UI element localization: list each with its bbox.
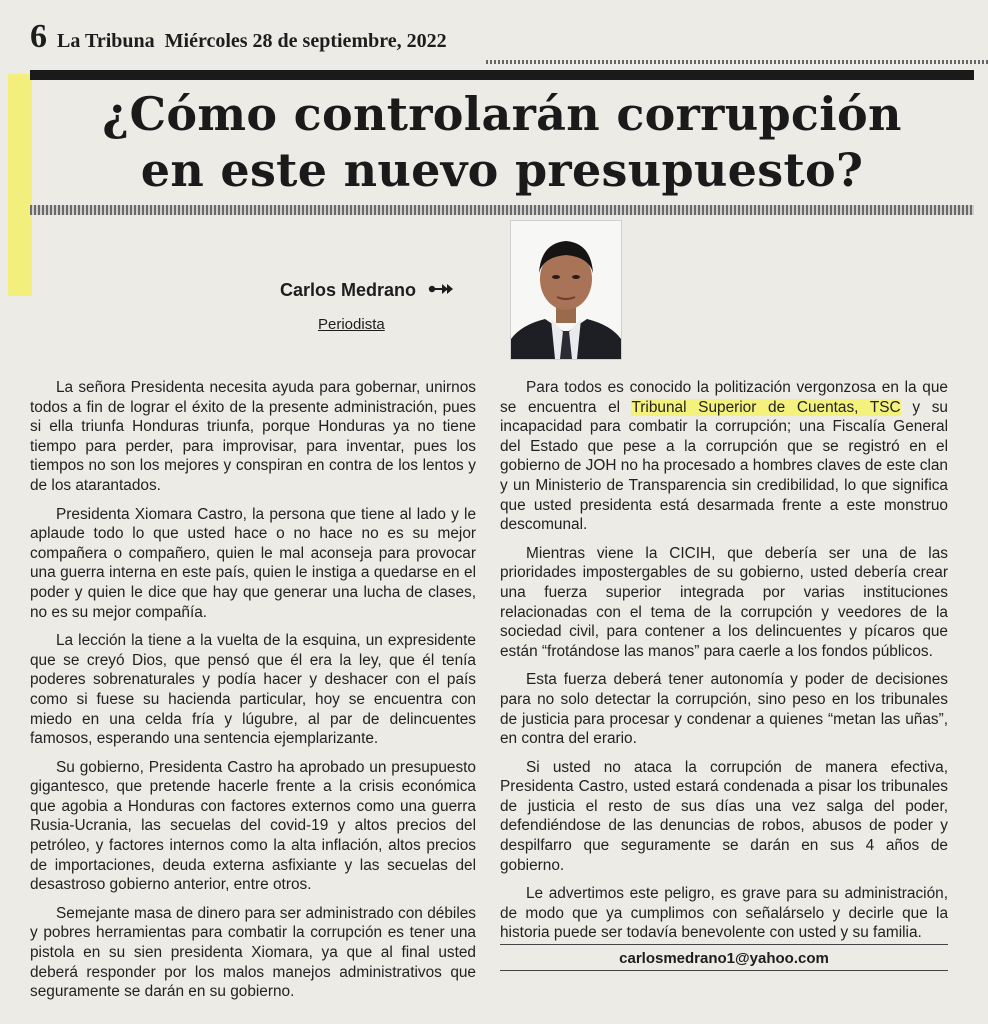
- highlighted-text: Tribunal Superior de Cuentas, TSC: [631, 398, 901, 416]
- column-divider: [488, 378, 489, 968]
- headline-top-rule: [30, 70, 974, 80]
- newspaper-name: La Tribuna: [57, 30, 155, 52]
- headline: [30, 86, 974, 198]
- author-photo: [510, 220, 622, 360]
- paragraph-text: Para todos es conocido la politización vergonzosa en la que se encuentra el: [500, 379, 948, 416]
- paragraph: Presidenta Xiomara Castro, la persona que tiene al lado y le aplaude todo lo que usted hace o no hace no es su mejor compañera o compañero, quien le mal aconseja para provocar una guerra interna en este país, quien le instiga a quedarse en el poder y quien le dice que hay que generar una lucha de clases, no es su mejor compañía.: [30, 505, 476, 621]
- publication-date: Miércoles 28 de septiembre, 2022: [164, 30, 447, 52]
- header-dotted-rule: [486, 60, 988, 64]
- headline-bottom-rule: [30, 205, 974, 215]
- paragraph: [500, 378, 948, 535]
- paragraph: Mientras viene la CICIH, que debería ser una de las prioridades impostergables de su gobierno, usted debería crear una fuerza superior integrada por varias instituciones relacionadas con el tema de la corrupción y veedores de la sociedad civil, para contener a los delincuentes y pícaros que están “frotándose las manos” para caerle a los fondos públicos.: [500, 544, 948, 660]
- article-right-column: [500, 378, 948, 952]
- headline-line-1: ¿Cómo controlarán corrupción: [102, 87, 902, 141]
- paragraph: Si usted no ataca la corrupción de manera efectiva, Presidenta Castro, usted estará condenada a pisar los tribunales de justicia el resto de sus días una vez salga del poder, defendiéndose de las denuncias de robos, abusos de poder y despilfarro que seguramente se darán en sus 4 años de gobierno.: [500, 758, 948, 874]
- page-header: [30, 18, 447, 58]
- paragraph: La señora Presidenta necesita ayuda para gobernar, unirnos todos a fin de lograr el éxito de la presente administración, pues si ella triunfa Honduras triunfa, porque Honduras ya no tiene tiempo para perder, para improvisar, para inventar, pues los tiempos no son los mejores y conspiran en contra de los lentos y de los atarantados.: [30, 379, 476, 494]
- footer-rule-top: [500, 944, 948, 945]
- paragraph: La lección la tiene a la vuelta de la esquina, un expresidente que se creyó Dios, que pensó que él era la ley, que él tenía poderes sobrenaturales y podía hacer y deshacer con el país como si fuese su hacienda particular, hoy se encuentra con miedo en una celda fría y lúgubre, al par de delincuentes famosos, esperando una sentencia ejemplarizante.: [30, 632, 476, 748]
- author-name: Carlos Medrano: [280, 280, 417, 300]
- paragraph: Semejante masa de dinero para ser administrado con débiles y pobres herramientas para combatir la corrupción es tener una pistola en su sien presidenta Xiomara, ya que al final usted deberá responder por los malos manejos administrativos que seguramente se darán en su gobierno.: [30, 904, 476, 1001]
- article-left-column: [30, 378, 476, 1011]
- headline-line-2: en este nuevo presupuesto?: [140, 143, 864, 197]
- paragraph: Esta fuerza deberá tener autonomía y poder de decisiones para no solo detectar la corrupción, sino peso en los tribunales de justicia para procesar y condenar a quienes “metan las uñas”, en contra del erario.: [500, 671, 948, 748]
- author-role: Periodista: [318, 316, 385, 333]
- author-byline: [280, 280, 454, 301]
- double-arrow-icon: [428, 282, 454, 300]
- paragraph: Le advertimos este peligro, es grave para su administración, de modo que ya cumplimos con señalárselo y decirle que la historia puede ser todavía benevolente con usted y su familia.: [500, 885, 948, 942]
- paragraph: Su gobierno, Presidenta Castro ha aprobado un presupuesto gigantesco, que pretende hacerle frente a la crisis económica que agobia a Honduras con factores externos como una guerra Rusia-Ucrania, las secuelas del covid-19 y altos precios del petróleo, y factores internos como la alta inflación, altos precios de importaciones, deuda externa asfixiante y las secuelas del desastroso gobierno anterior, entre otros.: [30, 758, 476, 894]
- highlighter-mark: [8, 74, 32, 296]
- footer-rule-bottom: [500, 970, 948, 971]
- paragraph-text: y su incapacidad para combatir la corrupción; una Fiscalía General del Estado que pese a la corrupción que se registró en el gobierno de JOH no ha procesado a hombres claves de este clan y un Ministerio de Transparencia sin credibilidad, lo que significa que usted presidenta está desarmada frente a este monstruo descomunal.: [500, 398, 948, 534]
- page-number: 6: [30, 18, 47, 55]
- author-email: carlosmedrano1@yahoo.com: [619, 950, 829, 967]
